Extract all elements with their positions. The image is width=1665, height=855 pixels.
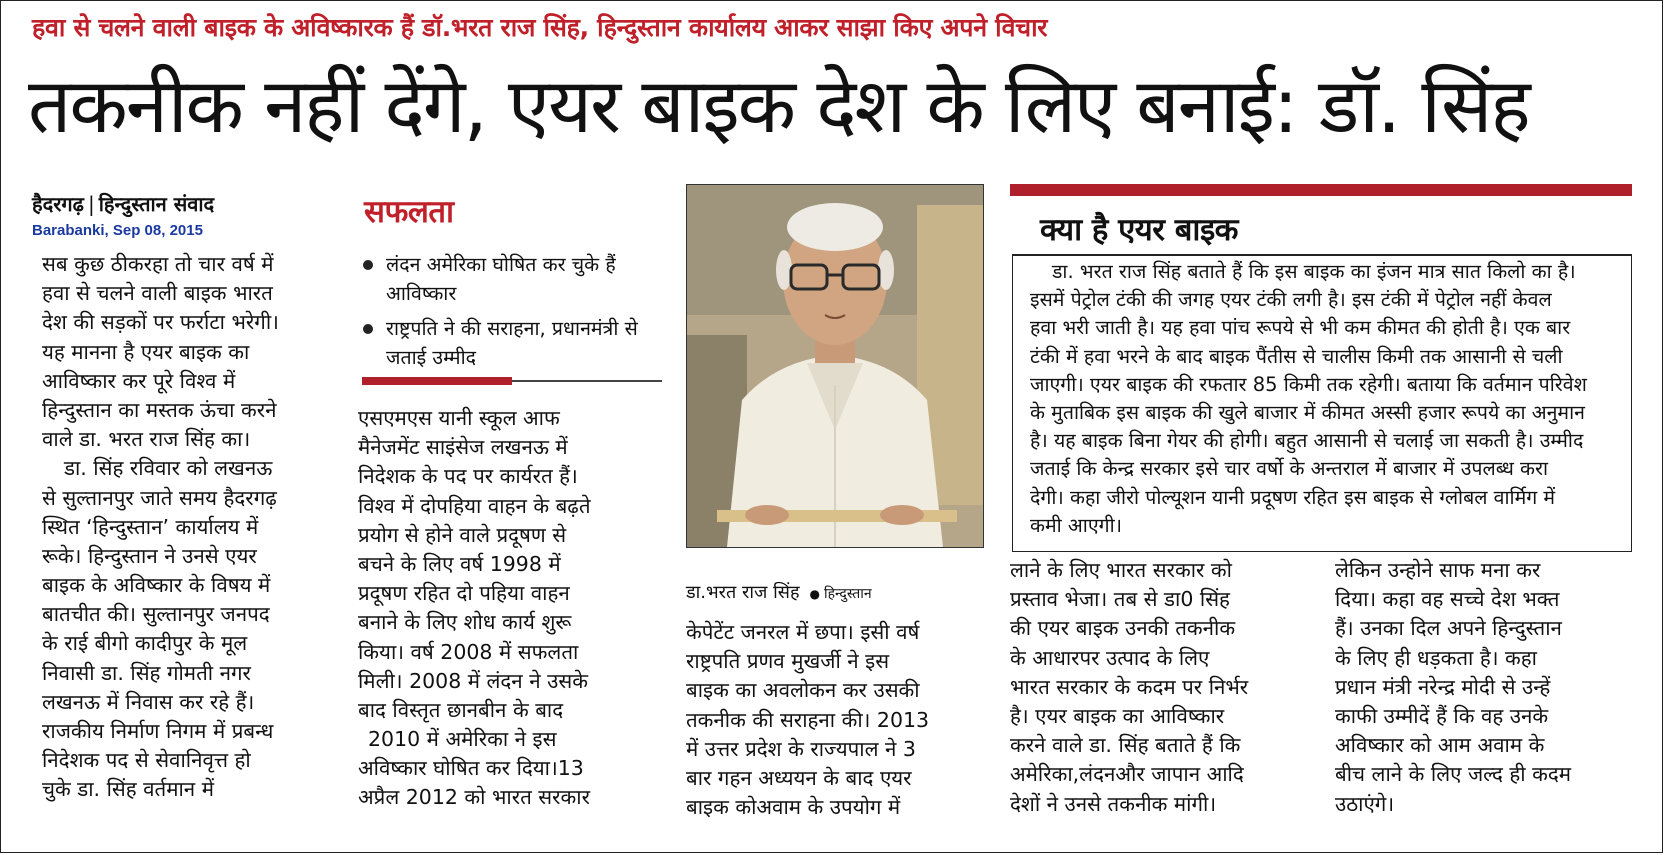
text-line: देशों ने उनसे तकनीक मांगी। [1010, 791, 1217, 816]
caption-name: डा.भरत राज सिंह [686, 582, 800, 603]
text-line: एसएमएस यानी स्कूल आफ [358, 406, 560, 430]
headline: तकनीक नहीं देंगे, एयर बाइक देश के लिए बनाई: डॉ. सिंह [28, 61, 1529, 150]
article-column-3 [686, 618, 971, 822]
sidebar-text [1030, 258, 1625, 540]
byline-source: हिन्दुस्तान संवाद [98, 192, 215, 216]
text-line: चुके डा. सिंह वर्तमान में [42, 777, 214, 802]
sidebar-line: टंकी में हवा भरने के बाद बाइक पैंतीस से चालीस किमी तक आसानी से चली [1030, 344, 1563, 368]
sidebar-line: के मुताबिक इस बाइक की खुले बाजार में कीमत अस्सी हजार रूपये का अनुमान [1030, 400, 1585, 424]
text-line: बीच लाने के लिए जल्द ही कदम [1335, 762, 1572, 787]
article-column-2 [358, 404, 658, 813]
text-line: अमेरिका,लंदनऔर जापान आदि [1010, 762, 1244, 787]
text-line: राष्ट्रपति प्रणव मुखर्जी ने इस [686, 649, 890, 674]
text-line: तकनीक की सराहना की। 2013 [686, 707, 930, 732]
text-line: अविष्कार घोषित कर दिया।13 [358, 756, 584, 781]
text-line: बातचीत की। सुल्तानपुर जनपद [42, 602, 270, 627]
text-line: मैनेजमेंट साइंसेज लखनऊ में [358, 435, 568, 460]
article-column-5 [1335, 556, 1635, 819]
sidebar-line: जताई कि केन्द्र सरकार इसे चार वर्षो के अन्तराल में बाजार में उपलब्ध करा [1030, 457, 1549, 481]
text-line: अप्रैल 2012 को भारत सरकार [358, 785, 590, 810]
highlights-grey-rule [512, 380, 662, 382]
text-line: प्रयोग से होने वाले प्रदूषण से [358, 522, 567, 547]
text-line: सब कुछ ठीकरहा तो चार वर्ष में [42, 252, 274, 276]
text-line: रूके। हिन्दुस्तान ने उनसे एयर [42, 543, 257, 568]
text-line: भारत सरकार के कदम पर निर्भर [1010, 674, 1249, 699]
text-line: के आधारपर उत्पाद के लिए [1010, 645, 1210, 670]
text-line: आविष्कार कर पूरे विश्व में [42, 368, 236, 393]
dateline: Barabanki, Sep 08, 2015 [32, 222, 203, 239]
sidebar-red-bar [1010, 184, 1632, 196]
text-line: बार गहन अध्ययन के बाद एयर [686, 765, 912, 790]
text-line: वाले डा. भरत राज सिंह का। [42, 427, 251, 452]
kicker-line: हवा से चलने वाली बाइक के अविष्कारक हैं डॉ.भरत राज सिंह, हिन्दुस्तान कार्यालय आकर साझा किए अपने विचार [32, 13, 1048, 42]
highlight-item: लंदन अमेरिका घोषित कर चुके हैं आविष्कार [360, 250, 660, 308]
text-line: किया। वर्ष 2008 में सफलता [358, 639, 579, 664]
text-line: देश की सड़कों पर फर्राटा भरेगी। [42, 310, 279, 335]
article-column-1 [42, 250, 332, 805]
sidebar-line: कमी आएगी। [1030, 513, 1123, 537]
text-line: केपेटेंट जनरल में छपा। इसी वर्ष [686, 620, 920, 644]
text-line: हवा से चलने वाली बाइक भारत [42, 281, 273, 306]
sidebar-line: जाएगी। एयर बाइक की रफतार 85 किमी तक रहेगी। बताया कि वर्तमान परिवेश [1030, 372, 1587, 396]
text-line: स्थित ‘हिन्दुस्तान’ कार्यालय में [42, 514, 259, 539]
text-line: बचने के लिए वर्ष 1998 में [358, 551, 561, 576]
caption-credit: ● हिन्दुस्तान [810, 586, 872, 602]
text-line: मिली। 2008 में लंदन ने उसके [358, 668, 588, 693]
text-line: डा. सिंह रविवार को लखनऊ [64, 456, 273, 481]
text-line: प्रधान मंत्री नरेन्द्र मोदी से उन्हें [1335, 674, 1551, 699]
sidebar-line: इसमें पेट्रोल टंकी की जगह एयर टंकी लगी है। इस टंकी में पेट्रोल नहीं केवल [1030, 288, 1552, 312]
highlights-red-rule [362, 377, 512, 385]
text-line: निवासी डा. सिंह गोमती नगर [42, 660, 251, 685]
text-line: लखनऊ में निवास कर रहे हैं। [42, 689, 255, 714]
sidebar-line: हवा भरी जाती है। यह हवा पांच रूपये से भी कम कीमत की होती है। एक बार [1030, 316, 1571, 340]
text-line: बाइक के अविष्कार के विषय में [42, 573, 271, 598]
highlights-list [360, 250, 660, 378]
text-line: प्रदूषण रहित दो पहिया वाहन [358, 581, 570, 606]
text-line: के लिए ही धड़कता है। कहा [1335, 645, 1537, 670]
sidebar-line: है। यह बाइक बिना गेयर की होगी। बहुत आसानी से चलाई जा सकती है। उम्मीद [1030, 429, 1584, 453]
text-line: 2010 में अमेरिका ने इस [368, 727, 557, 752]
byline [32, 190, 214, 217]
text-line: से सुल्तानपुर जाते समय हैदरगढ़ [42, 485, 277, 510]
byline-place: हैदरगढ़ [32, 192, 84, 216]
article-column-4 [1010, 556, 1310, 819]
sidebar-line: डा. भरत राज सिंह बताते हैं कि इस बाइक का इंजन मात्र सात किलो का है। [1052, 260, 1576, 283]
text-line: हैं। उनका दिल अपने हिन्दुस्तान [1335, 616, 1562, 641]
text-line: लाने के लिए भारत सरकार को [1010, 558, 1232, 582]
sidebar-line: देगी। कहा जीरो पोल्यूशन यानी प्रदूषण रहित इस बाइक से ग्लोबल वार्मिग में [1030, 485, 1556, 509]
text-line: में उत्तर प्रदेश के राज्यपाल ने 3 [686, 736, 916, 761]
text-line: बनाने के लिए शोध कार्य शुरू [358, 610, 572, 635]
portrait-photo [686, 184, 984, 548]
highlight-item: राष्ट्रपति ने की सराहना, प्रधानमंत्री से जताई उम्मीद [360, 314, 660, 372]
sidebar-title: क्या है एयर बाइक [1040, 212, 1238, 248]
text-line: यह मानना है एयर बाइक का [42, 339, 250, 364]
text-line: हिन्दुस्तान का मस्तक ऊंचा करने [42, 397, 277, 422]
text-line: बाइक कोअवाम के उपयोग में [686, 795, 901, 820]
photo-caption [686, 580, 872, 604]
highlights-heading: सफलता [364, 194, 454, 230]
text-line: बाइक का अवलोकन कर उसकी [686, 678, 920, 703]
text-line: काफी उम्मीदें हैं कि वह उनके [1335, 703, 1549, 728]
text-line: दिया। कहा वह सच्चे देश भक्त [1335, 587, 1560, 612]
portrait-illustration [687, 185, 983, 547]
text-line: के राई बीगो कादीपुर के मूल [42, 631, 248, 656]
text-line: निदेशक के पद पर कार्यरत हैं। [358, 464, 578, 489]
text-line: है। एयर बाइक का आविष्कार [1010, 703, 1225, 728]
text-line: विश्व में दोपहिया वाहन के बढ़ते [358, 493, 591, 518]
text-line: उठाएंगे। [1335, 791, 1395, 816]
text-line: करने वाले डा. सिंह बताते हैं कि [1010, 733, 1241, 758]
text-line: प्रस्ताव भेजा। तब से डा0 सिंह [1010, 587, 1230, 612]
text-line: की एयर बाइक उनकी तकनीक [1010, 616, 1236, 641]
text-line: बाद विस्तृत छानबीन के बाद [358, 697, 564, 722]
text-line: राजकीय निर्माण निगम में प्रबन्ध [42, 719, 274, 743]
text-line: निदेशक पद से सेवानिवृत्त हो [42, 748, 251, 773]
text-line: लेकिन उन्होने साफ मना कर [1335, 558, 1541, 582]
text-line: अविष्कार को आम अवाम के [1335, 733, 1545, 758]
byline-separator: | [87, 192, 95, 216]
